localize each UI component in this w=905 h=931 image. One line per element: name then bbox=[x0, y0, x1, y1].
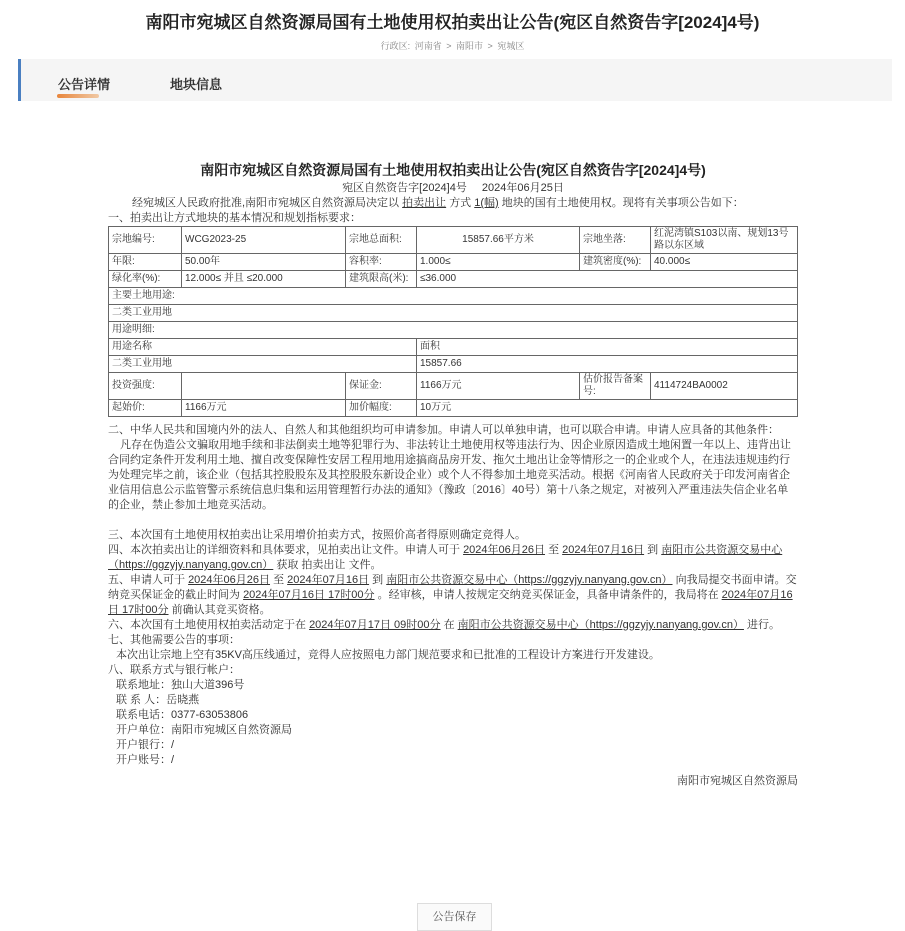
cell-value: WCG2023-25 bbox=[182, 227, 346, 254]
cell-value: 10万元 bbox=[417, 400, 798, 417]
cell-label: 投资强度: bbox=[109, 373, 182, 400]
breadcrumb-label: 行政区: bbox=[380, 41, 411, 51]
cell-label: 宗地编号: bbox=[109, 227, 182, 254]
cell-value: 二类工业用地 bbox=[109, 356, 417, 373]
intro-text: 方式 bbox=[449, 197, 472, 209]
cell-value: 15857.66平方米 bbox=[417, 227, 580, 254]
active-tab-indicator bbox=[57, 94, 99, 98]
cell-value: 12.000≤ 并且 ≤20.000 bbox=[182, 271, 346, 288]
cell-label: 保证金: bbox=[346, 373, 417, 400]
land-info-table bbox=[108, 226, 798, 417]
sec6-text: 六、本次国有土地使用权拍卖活动定于在 bbox=[108, 619, 306, 631]
tab-bar bbox=[18, 59, 892, 101]
cell-label: 宗地总面积: bbox=[346, 227, 417, 254]
cell-value: 1.000≤ bbox=[417, 254, 580, 271]
breadcrumb-city[interactable]: 南阳市 bbox=[456, 41, 484, 51]
cell-label: 绿化率(%): bbox=[109, 271, 182, 288]
sec5-center-link[interactable]: 南阳市公共资源交易中心（https://ggzyjy.nanyang.gov.cn） bbox=[386, 574, 673, 586]
sec6-auction-time: 2024年07月17日 09时00分 bbox=[309, 619, 441, 631]
sec5-text: 到 bbox=[372, 574, 384, 586]
cell-value: 40.000≤ bbox=[651, 254, 798, 271]
intro-text: 经宛城区人民政府批准,南阳市宛城区自然资源局决定以 bbox=[132, 197, 400, 209]
section-4 bbox=[108, 543, 798, 573]
publish-date: 2024年06月25日 bbox=[481, 182, 564, 194]
breadcrumb-sep: > bbox=[446, 41, 452, 51]
notice-title: 南阳市宛城区自然资源局国有土地使用权拍卖出让公告(宛区自然资告字[2024]4号) bbox=[200, 162, 706, 178]
intro-count: 1(幅) bbox=[474, 197, 499, 209]
sec5-confirm-time: 2024年07月16日 17时00分 bbox=[108, 589, 793, 616]
sec4-text: 至 bbox=[548, 544, 560, 556]
sec4-start-date: 2024年06月26日 bbox=[463, 544, 546, 556]
contact-address: 联系地址：独山大道396号 bbox=[116, 679, 245, 691]
section-7-heading: 七、其他需要公告的事项： bbox=[108, 634, 240, 646]
account-number: 开户账号：/ bbox=[116, 754, 175, 766]
cell-value: 4114724BA0002 bbox=[651, 373, 798, 400]
cell-label: 加价幅度: bbox=[346, 400, 417, 417]
section-2-body: 凡存在伪造公文骗取用地手续和非法倒卖土地等犯罪行为、非法转让土地使用权等违法行为、因企业原因造成土地闲置一年以上、违背出让合同约定条件开发利用土地、擅自改变保障性安居工程用地用途搞商品房开发、拖欠土地出让金等情形之一的企业或个人，在违法违规违约行为处理完毕之前，该企业（包括其控股股东及其控股股东新设企业）或个人不得参加土地竞买活动。根据《河南省人民政府关于印发河南省企业信用信息公示监管警示系统信息归集和运用管理暂行办法的通知》（豫政〔2016〕40号）第十八条之规定，对被列入严重违法失信企业名单的企业，禁止参加土地竞买活动。 bbox=[108, 439, 791, 511]
cell-label: 年限: bbox=[109, 254, 182, 271]
intro-text: 地块的国有土地使用权。现将有关事项公告如下： bbox=[501, 197, 744, 209]
sec4-text: 四、本次拍卖出让的详细资料和具体要求，见拍卖出让文件。申请人可于 bbox=[108, 544, 460, 556]
account-bank: 开户银行：/ bbox=[116, 739, 175, 751]
sec5-text: 向我局提交书面申请。交纳竞买保证金的截止时间为 bbox=[108, 574, 797, 601]
intro-method: 拍卖出让 bbox=[402, 197, 447, 209]
cell-header: 面积 bbox=[417, 339, 798, 356]
sec5-end-date: 2024年07月16日 bbox=[287, 574, 370, 586]
cell-label: 估价报告备案号: bbox=[580, 373, 651, 400]
sec5-text: 。经审核，申请人按规定交纳竞买保证金，具备申请条件的，我局将在 bbox=[377, 589, 719, 601]
doc-number: 宛区自然资告字[2024]4号 bbox=[342, 182, 467, 194]
sec5-text: 至 bbox=[273, 574, 285, 586]
cell-label: 主要土地用途: bbox=[109, 288, 798, 305]
section-1-heading: 一、拍卖出让方式地块的基本情况和规划指标要求： bbox=[108, 212, 361, 224]
save-notice-button[interactable]: 公告保存 bbox=[417, 903, 492, 931]
section-2-heading: 二、中华人民共和国境内外的法人、自然人和其他组织均可申请参加。申请人可以单独申请，也可以联合申请。申请人应具备的其他条件： bbox=[108, 424, 779, 436]
sec4-text: 到 bbox=[647, 544, 659, 556]
tab-plot-info[interactable]: 地块信息 bbox=[170, 77, 223, 92]
section-7-body: 本次出让宗地上空有35KV高压线通过，竞得人应按照电力部门规范要求和已批准的工程设计方案进行开发建设。 bbox=[116, 649, 660, 661]
contact-person: 联 系 人：岳晓燕 bbox=[116, 694, 200, 706]
cell-label: 起始价: bbox=[109, 400, 182, 417]
page-title: 南阳市宛城区自然资源局国有土地使用权拍卖出让公告(宛区自然资告字[2024]4号) bbox=[145, 13, 760, 32]
sec5-start-date: 2024年06月26日 bbox=[188, 574, 271, 586]
contact-list bbox=[108, 678, 798, 768]
sec4-center-link[interactable]: 南阳市公共资源交易中心（https://ggzyjy.nanyang.gov.cn） bbox=[108, 544, 783, 571]
cell-header: 用途名称 bbox=[109, 339, 417, 356]
intro-paragraph bbox=[108, 196, 798, 211]
cell-value: ≤36.000 bbox=[417, 271, 798, 288]
breadcrumb-sep: > bbox=[487, 41, 493, 51]
section-8-heading: 八、联系方式与银行帐户： bbox=[108, 664, 240, 676]
signature: 南阳市宛城区自然资源局 bbox=[677, 775, 798, 787]
breadcrumb-district[interactable]: 宛城区 bbox=[497, 41, 525, 51]
sec4-end-date: 2024年07月16日 bbox=[562, 544, 645, 556]
breadcrumb-province[interactable]: 河南省 bbox=[414, 41, 442, 51]
notice-body bbox=[108, 161, 798, 789]
sec5-text: 五、申请人可于 bbox=[108, 574, 185, 586]
notice-meta bbox=[108, 181, 798, 196]
cell-label: 用途明细: bbox=[109, 322, 798, 339]
cell-label: 建筑密度(%): bbox=[580, 254, 651, 271]
cell-value: 15857.66 bbox=[417, 356, 798, 373]
sec5-deadline: 2024年07月16日 17时00分 bbox=[243, 589, 375, 601]
section-3: 三、本次国有土地使用权拍卖出让采用增价拍卖方式，按照价高者得原则确定竞得人。 bbox=[108, 529, 526, 541]
sec6-text: 进行。 bbox=[747, 619, 781, 631]
cell-value: 50.00年 bbox=[182, 254, 346, 271]
account-holder: 开户单位：南阳市宛城区自然资源局 bbox=[116, 724, 292, 736]
cell-value: 红泥湾镇S103以南、规划13号路以东区域 bbox=[651, 227, 798, 254]
breadcrumb bbox=[0, 39, 905, 52]
cell-value: 1166万元 bbox=[417, 373, 580, 400]
sec6-text: 在 bbox=[443, 619, 455, 631]
section-6 bbox=[108, 618, 798, 633]
cell-label: 容积率: bbox=[346, 254, 417, 271]
sec6-center-link[interactable]: 南阳市公共资源交易中心（https://ggzyjy.nanyang.gov.cn） bbox=[457, 619, 744, 631]
sec4-text: 获取 拍卖出让 文件。 bbox=[276, 559, 382, 571]
cell-value: 1166万元 bbox=[182, 400, 346, 417]
tab-notice-detail[interactable]: 公告详情 bbox=[58, 77, 111, 92]
section-5 bbox=[108, 573, 798, 618]
cell-label: 建筑限高(米): bbox=[346, 271, 417, 288]
cell-value bbox=[182, 373, 346, 400]
cell-value: 二类工业用地 bbox=[109, 305, 798, 322]
sec5-text: 前确认其竞买资格。 bbox=[171, 604, 271, 616]
contact-phone: 联系电话：0377-63053806 bbox=[116, 709, 249, 721]
cell-label: 宗地坐落: bbox=[580, 227, 651, 254]
